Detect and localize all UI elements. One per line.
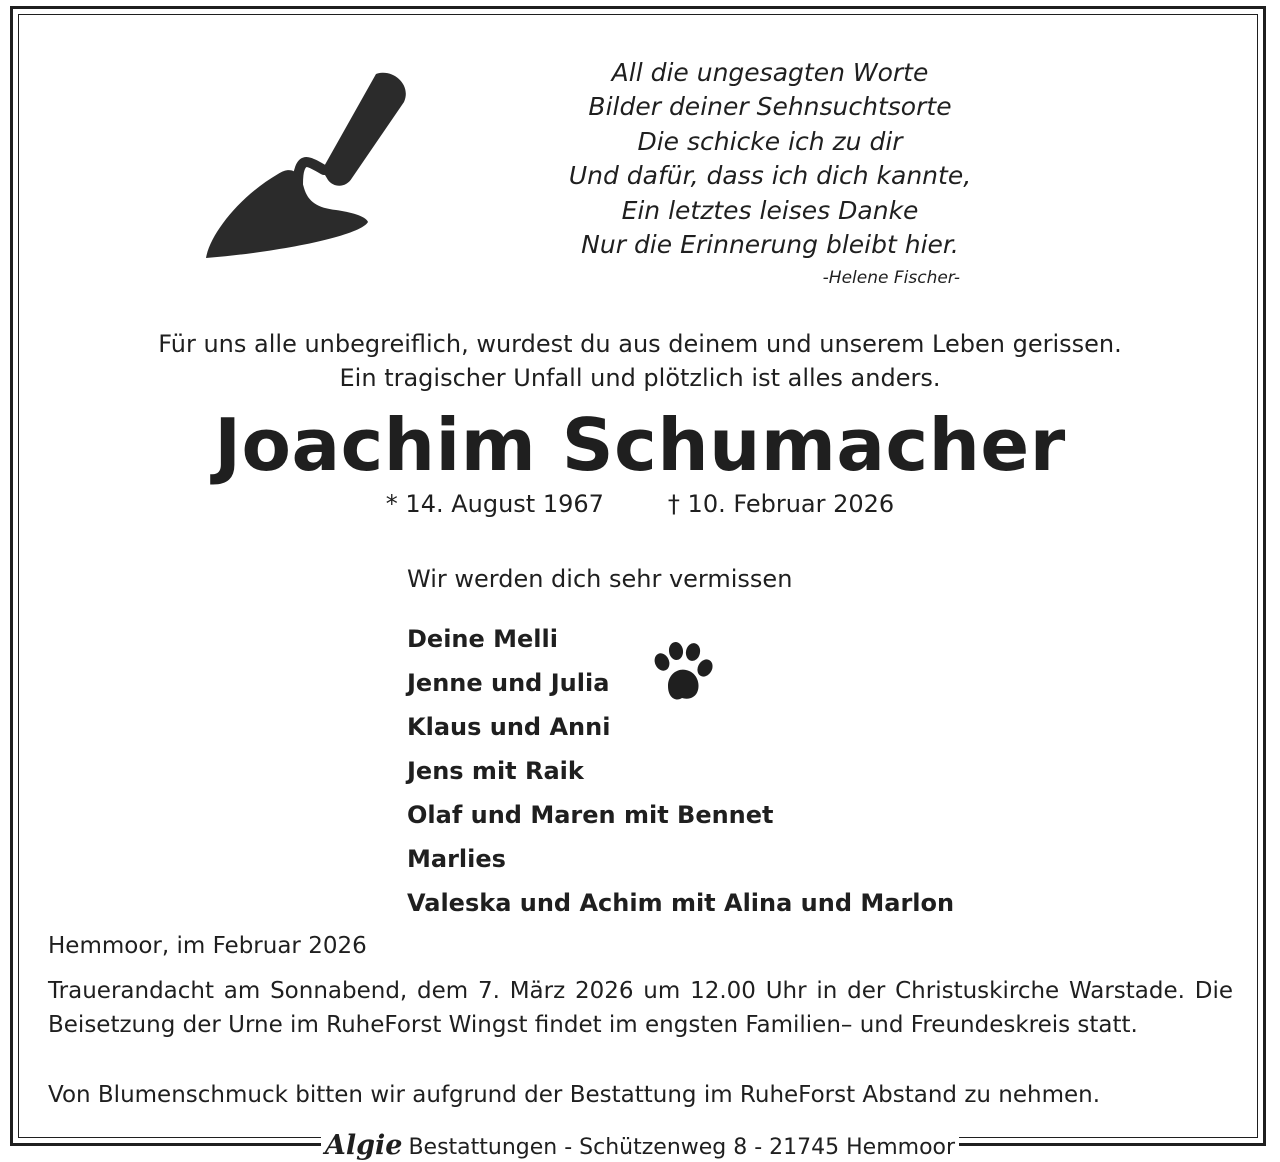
mourner: Deine Melli xyxy=(407,625,558,653)
mourner: Valeska und Achim mit Alina und Marlon xyxy=(407,889,955,917)
birth-date: * 14. August 1967 xyxy=(385,490,604,518)
intro-line: Ein tragischer Unfall und plötzlich ist alles anders. xyxy=(339,364,941,392)
poem-line: Die schicke ich zu dir xyxy=(637,126,903,156)
poem-line: Ein letztes leises Danke xyxy=(621,195,919,225)
intro-line: Für uns alle unbegreiflich, wurdest du aus deinem und unserem Leben gerissen. xyxy=(158,330,1122,358)
death-date: † 10. Februar 2026 xyxy=(667,490,895,518)
poem-author: -Helene Fischer- xyxy=(822,268,960,288)
deceased-name: Joachim Schumacher xyxy=(214,403,1066,487)
life-dates xyxy=(60,490,1220,518)
poem-line: Bilder deiner Sehnsuchtsorte xyxy=(588,92,952,122)
funeral-home-address: Bestattungen - Schützenweg 8 - 21745 Hemmoor xyxy=(408,1134,956,1160)
poem-line: Nur die Erinnerung bleibt hier. xyxy=(581,230,959,260)
footer-rule xyxy=(15,1144,315,1146)
flowers-note: Von Blumenschmuck bitten wir aufgrund der Bestattung im RuheForst Abstand zu nehmen. xyxy=(48,1082,1101,1108)
poem xyxy=(540,56,1000,262)
intro-text xyxy=(60,327,1220,395)
footer-text xyxy=(321,1130,959,1161)
miss-text: Wir werden dich sehr vermissen xyxy=(407,565,793,593)
mourner: Jens mit Raik xyxy=(407,757,584,785)
trowel-icon xyxy=(200,66,420,266)
paw-print-icon xyxy=(648,640,716,706)
place-date: Hemmoor, im Februar 2026 xyxy=(48,933,367,959)
poem-line: All die ungesagten Worte xyxy=(611,58,929,87)
mourner: Olaf und Maren mit Bennet xyxy=(407,801,774,829)
mourner: Jenne und Julia xyxy=(407,669,610,697)
service-info: Trauerandacht am Sonnabend, dem 7. März 2026 um 12.00 Uhr in der Christuskirche Warstade. Die Beisetzung der Urne im RuheForst Wingst findet im engsten Familien– und Freundeskreis statt. xyxy=(48,978,1233,1038)
poem-line: Und dafür, dass ich dich kannte, xyxy=(568,161,972,191)
footer xyxy=(0,1128,1280,1162)
mourner: Klaus und Anni xyxy=(407,713,611,741)
mourner: Marlies xyxy=(407,845,506,873)
funeral-home-logo: Algie xyxy=(324,1129,403,1161)
footer-rule xyxy=(965,1144,1265,1146)
